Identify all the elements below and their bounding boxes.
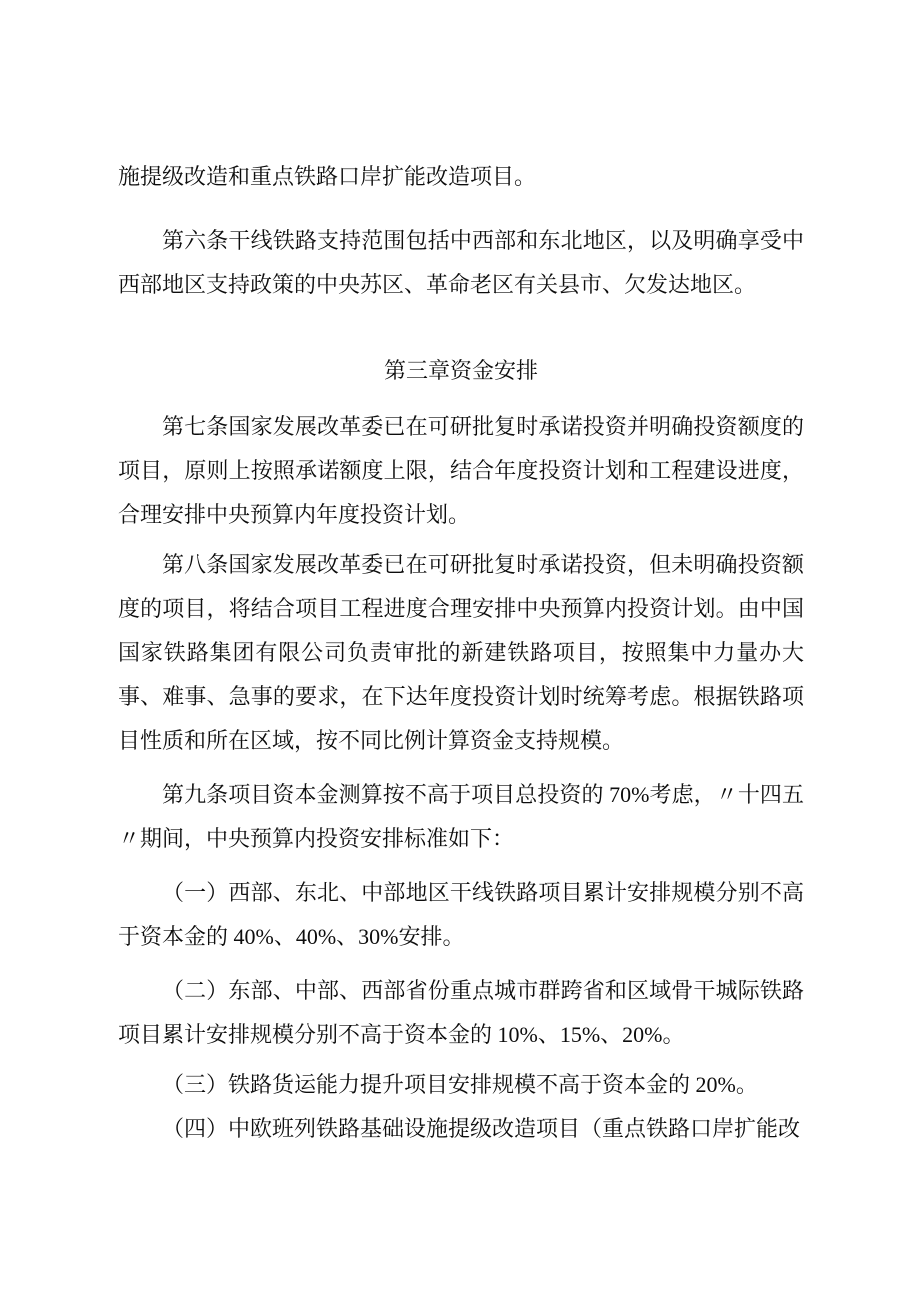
paragraph: （二）东部、中部、西部省份重点城市群跨省和区域骨干城际铁路项目累计安排规模分别不高于资本金的 10%、15%、20%。 <box>118 978 804 1047</box>
paragraph: 第六条干线铁路支持范围包括中西部和东北地区，以及明确享受中西部地区支持政策的中央苏区、革命老区有关县市、欠发达地区。 <box>118 228 804 297</box>
paragraph: （四）中欧班列铁路基础设施提级改造项目（重点铁路口岸扩能改 <box>162 1116 801 1141</box>
paragraph: （一）西部、东北、中部地区干线铁路项目累计安排规模分别不高于资本金的 40%、40%、30%安排。 <box>118 880 804 949</box>
paragraph: 第九条项目资本金测算按不高于项目总投资的 70%考虑，〃十四五〃期间，中央预算内投资安排标准如下： <box>118 782 804 851</box>
paragraph: （三）铁路货运能力提升项目安排规模不高于资本金的 20%。 <box>162 1072 758 1097</box>
paragraph: 第八条国家发展改革委已在可研批复时承诺投资，但未明确投资额度的项目，将结合项目工程进度合理安排中央预算内投资计划。由中国国家铁路集团有限公司负责审批的新建铁路项目，按照集中力量办大事、难事、急事的要求，在下达年度投资计划时统筹考虑。根据铁路项目性质和所在区域，按不同比例计算资金支持规模。 <box>118 552 804 753</box>
chapter-heading: 第三章资金安排 <box>383 358 538 383</box>
document-body <box>118 155 804 1151</box>
paragraph: 施提级改造和重点铁路口岸扩能改造项目。 <box>118 164 537 189</box>
paragraph: 第七条国家发展改革委已在可研批复时承诺投资并明确投资额度的项目，原则上按照承诺额度上限，结合年度投资计划和工程建设进度，合理安排中央预算内年度投资计划。 <box>118 414 804 527</box>
